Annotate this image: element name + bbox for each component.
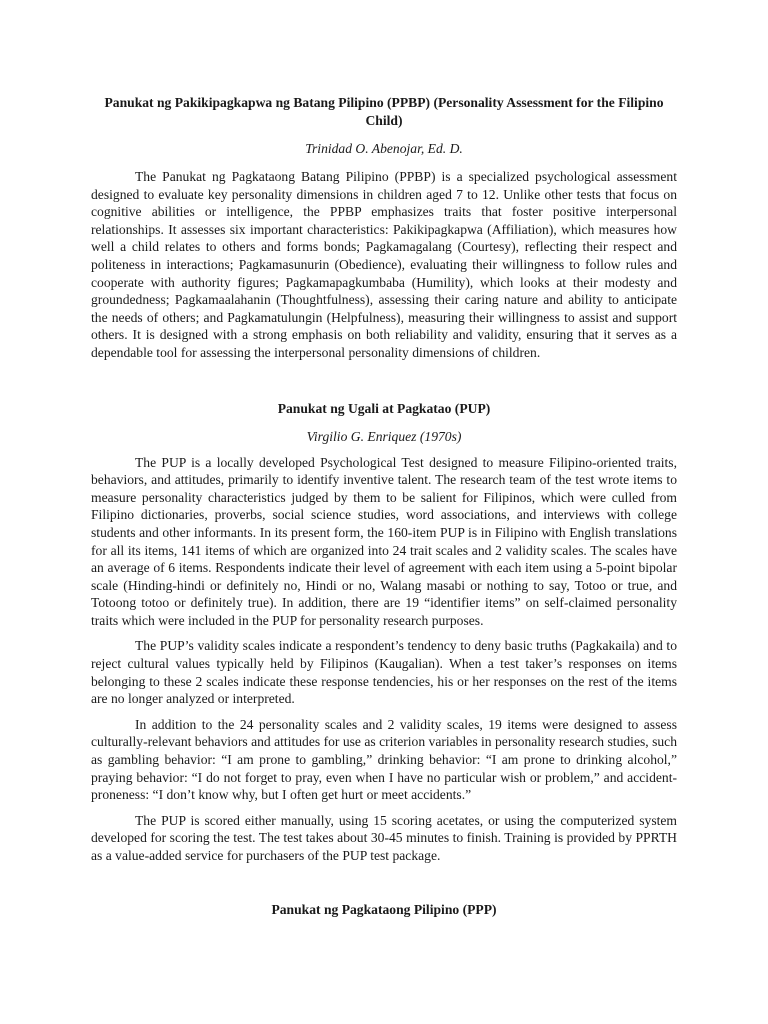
paragraph: In addition to the 24 personality scales and 2 validity scales, 19 items were designed to assess culturally-relevant behaviors and attitudes for use as criterion variables in personality research studies, such as gambling behavior: “I am prone to gambling,” drinking behavior: “I am prone to drinking alcohol,” praying behavior: “I do not forget to pray, even when I have no particular wish or problem,” and accident-proneness: “I don’t know why, but I often get hurt or meet accidents.” — [91, 716, 677, 803]
section-ppbp — [91, 94, 677, 362]
section-title: Panukat ng Pagkataong Pilipino (PPP) — [271, 901, 497, 917]
section-ppp — [91, 901, 677, 919]
section-author: Trinidad O. Abenojar, Ed. D. — [305, 141, 463, 156]
section-author: Virgilio G. Enriquez (1970s) — [306, 428, 462, 444]
paragraph: The PUP is scored either manually, using 15 scoring acetates, or using the computerized system developed for scoring the test. The test takes about 30-45 minutes to finish. Training is provided by PPRTH as a value-added service for purchasers of the PUP test package. — [91, 812, 677, 863]
paragraph: The PUP is a locally developed Psychological Test designed to measure Filipino-oriented traits, behaviors, and attitudes, primarily to identify inventive talent. The research team of the test wrote items to measure personality characteristics judged by them to be salient for Filipinos, which were culled from Filipino dictionaries, proverbs, social science studies, word associations, and interviews with college students and other informants. In its present form, the 160-item PUP is in Filipino with English translations for all its items, 141 items of which are organized into 24 trait scales and 2 validity scales. The scales have an average of 6 items. Respondents indicate their level of agreement with each item using a 5-point bipolar scale (Hinding-hindi or definitely no, Hindi or no, Walang masabi or nothing to say, Totoo or true, and Totoong totoo or definitely true). In addition, there are 19 “identifier items” on self-claimed personality traits which were included in the PUP for personality research purposes. — [91, 454, 677, 628]
section-pup — [91, 400, 677, 865]
paragraph: The PUP’s validity scales indicate a respondent’s tendency to deny basic truths (Pagkakaila) and to reject cultural values typically held by Filipinos (Kaugalian). When a test taker’s responses on items belonging to these 2 scales indicate these response tendencies, his or her responses on the rest of the items are no longer analyzed or interpreted. — [91, 638, 677, 707]
section-title: Panukat ng Pakikipagkapwa ng Batang Pilipino (PPBP) (Personality Assessment for the Filipino Child) — [104, 95, 664, 128]
section-title: Panukat ng Ugali at Pagkatao (PUP) — [277, 400, 491, 416]
paragraph: The Panukat ng Pagkataong Batang Pilipino (PPBP) is a specialized psychological assessment designed to evaluate key personality dimensions in children aged 7 to 12. Unlike other tests that focus on cognitive abilities or intelligence, the PPBP emphasizes traits that foster positive interpersonal relationships. It assesses six important characteristics: Pakikipagkapwa (Affiliation), which measures how well a child relates to others and forms bonds; Pagkamagalang (Courtesy), reflecting their respect and politeness in interactions; Pagkamasunurin (Obedience), evaluating their willingness to follow rules and cooperate with authority figures; Pagkamapagkumbaba (Humility), which looks at their modesty and groundedness; Pagkamaalahanin (Thoughtfulness), assessing their caring nature and ability to anticipate the needs of others; and Pagkamatulungin (Helpfulness), measuring their willingness to assist and support others. It is designed with a strong emphasis on both reliability and validity, ensuring that it serves as a dependable tool for assessing the interpersonal personality dimensions of children. — [91, 169, 677, 360]
